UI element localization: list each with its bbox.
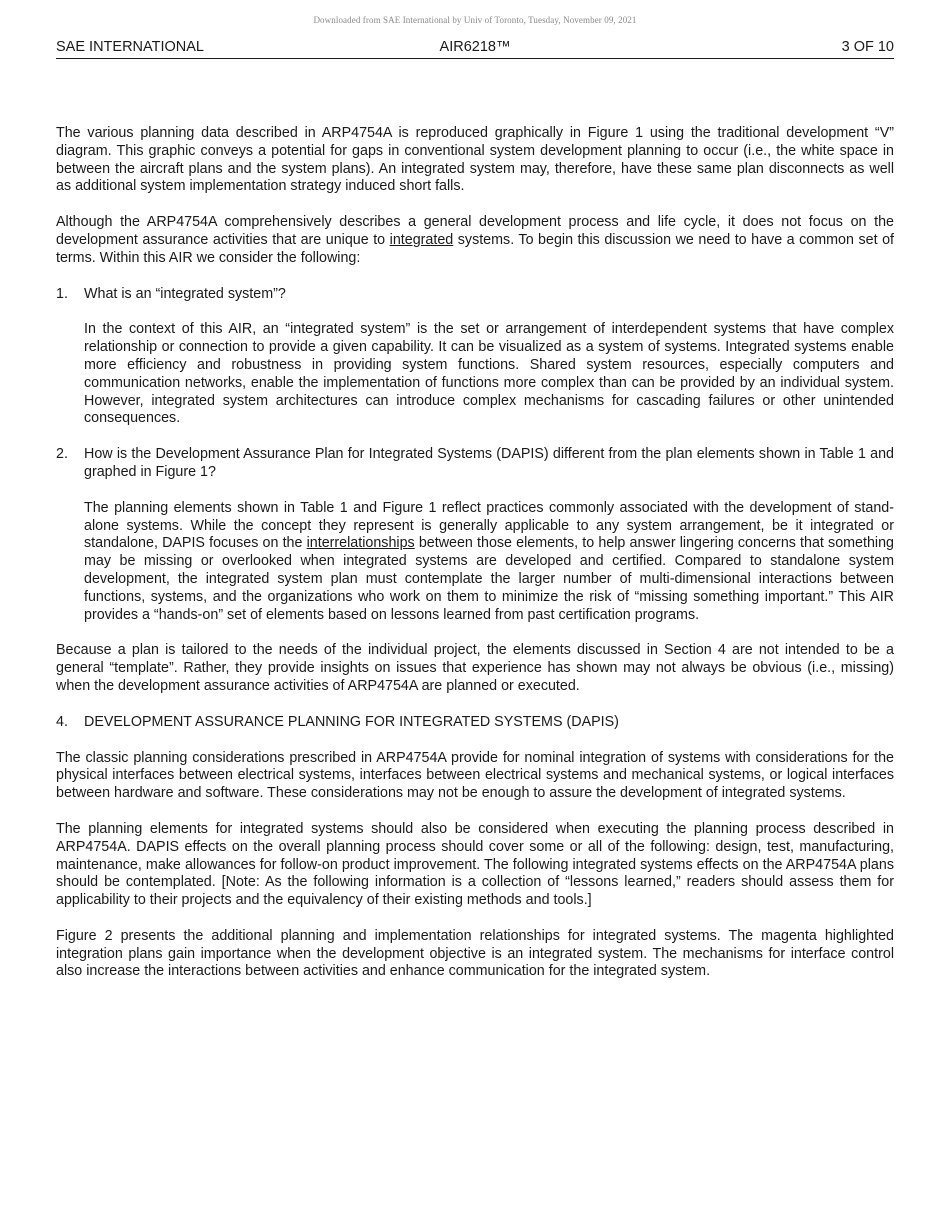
paragraph-arp4754a-focus [56, 214, 894, 267]
underlined-term: interrelationships [306, 535, 415, 552]
page-body [56, 125, 894, 981]
question-text: How is the Development Assurance Plan for Integrated Systems (DAPIS) different from the plan elements shown in Table 1 and graphed in Figure 1? [84, 446, 894, 480]
header-page-number: 3 OF 10 [841, 39, 894, 55]
answer-text: In the context of this AIR, an “integrated system” is the set or arrangement of interdependent systems that have complex relationship or connection to provide a given capability. It can be visualized as a system of systems. Integrated systems enable more efficiency and robustness in providing system functions. Shared system resources, especially computers and communication networks, enable the implementation of functions more complex than can be provided by an individual system. However, integrated system architectures can introduce complex mechanisms for cascading failures or other unintended consequences. [84, 321, 894, 427]
list-item-answer [56, 321, 894, 428]
underlined-term: integrated [389, 231, 454, 248]
paragraph-tailored-plan: Because a plan is tailored to the needs of the individual project, the elements discussed in Section 4 are not intended to be a general “template”. Rather, they provide insights on issues that experience has shown may not always be obvious (i.e., missing) when the development assurance activities of ARP4754A are planned or executed. [56, 642, 894, 694]
paragraph-text: Although the ARP4754A comprehensively describes a general development process and life cycle, it does not focus on the development assurance activities that are unique to [56, 214, 894, 248]
list-number: 2. [56, 446, 68, 463]
paragraph-planning-data: The various planning data described in ARP4754A is reproduced graphically in Figure 1 using the traditional development “V” diagram. This graphic conveys a potential for gaps in conventional system development planning to occur (i.e., the white space in between the aircraft plans and the system plans). An integrated system may, therefore, have these same plan disconnects as well as additional system implementation strategy induced short falls. [56, 125, 894, 195]
answer-text: between those elements, to help answer lingering concerns that something may be missing or overlooked when integrated systems are developed and certified. Compared to standalone system development, the integrated system plan must contemplate the larger number of multi-dimensional interactions between functions, systems, and the organizations who work on them to minimize the risk of “missing something important.” This AIR provides a “hands-on” set of elements based on lessons learned from past certification programs. [84, 535, 895, 623]
paragraph-text: systems. To begin this discussion we need to have a common set of terms. Within this AIR we consider the following: [56, 231, 894, 266]
list-item-question [56, 446, 894, 482]
question-text: What is an “integrated system”? [84, 285, 286, 302]
header-organization: SAE INTERNATIONAL [56, 39, 204, 55]
section-title: DEVELOPMENT ASSURANCE PLANNING FOR INTEGRATED SYSTEMS (DAPIS) [84, 713, 619, 730]
paragraph-figure-2: Figure 2 presents the additional planning and implementation relationships for integrated systems. The magenta highlighted integration plans gain importance when the development objective is an integrated system. The mechanisms for interface control also increase the interactions between activities and enhance communication for the integrated system. [56, 927, 894, 980]
list-item-question [56, 286, 894, 304]
paragraph-planning-elements: The planning elements for integrated systems should also be considered when executing the planning process described in ARP4754A. DAPIS effects on the overall planning process should cover some or all of the following: design, test, manufacturing, maintenance, make allowances for follow-on product improvement. The following integrated systems effects on the ARP4754A plans should be contemplated. [Note: As the following information is a collection of “lessons learned,” readers should assess them for applicability to their projects and the equivalency of their existing methods and tools.] [56, 820, 894, 909]
header-document-id: AIR6218™ [439, 39, 511, 55]
section-number: 4. [56, 713, 68, 730]
paragraph-classic-planning: The classic planning considerations prescribed in ARP4754A provide for nominal integration of systems with considerations for the physical interfaces between electrical systems, interfaces between electrical systems and mechanical systems, or logical interfaces between hardware and software. These considerations may not be enough to assure the development of integrated systems. [56, 749, 894, 802]
list-number: 1. [56, 285, 68, 302]
list-item-answer [56, 500, 894, 625]
download-watermark: Downloaded from SAE International by Univ of Toronto, Tuesday, November 09, 2021 [313, 15, 637, 25]
section-heading [56, 714, 894, 732]
answer-text: The planning elements shown in Table 1 and Figure 1 reflect practices commonly associated with the development of stand-alone systems. While the concept they represent is generally applicable to any system arrangement, be it integrated or standalone, DAPIS focuses on the [84, 499, 894, 552]
page-header [56, 38, 894, 59]
